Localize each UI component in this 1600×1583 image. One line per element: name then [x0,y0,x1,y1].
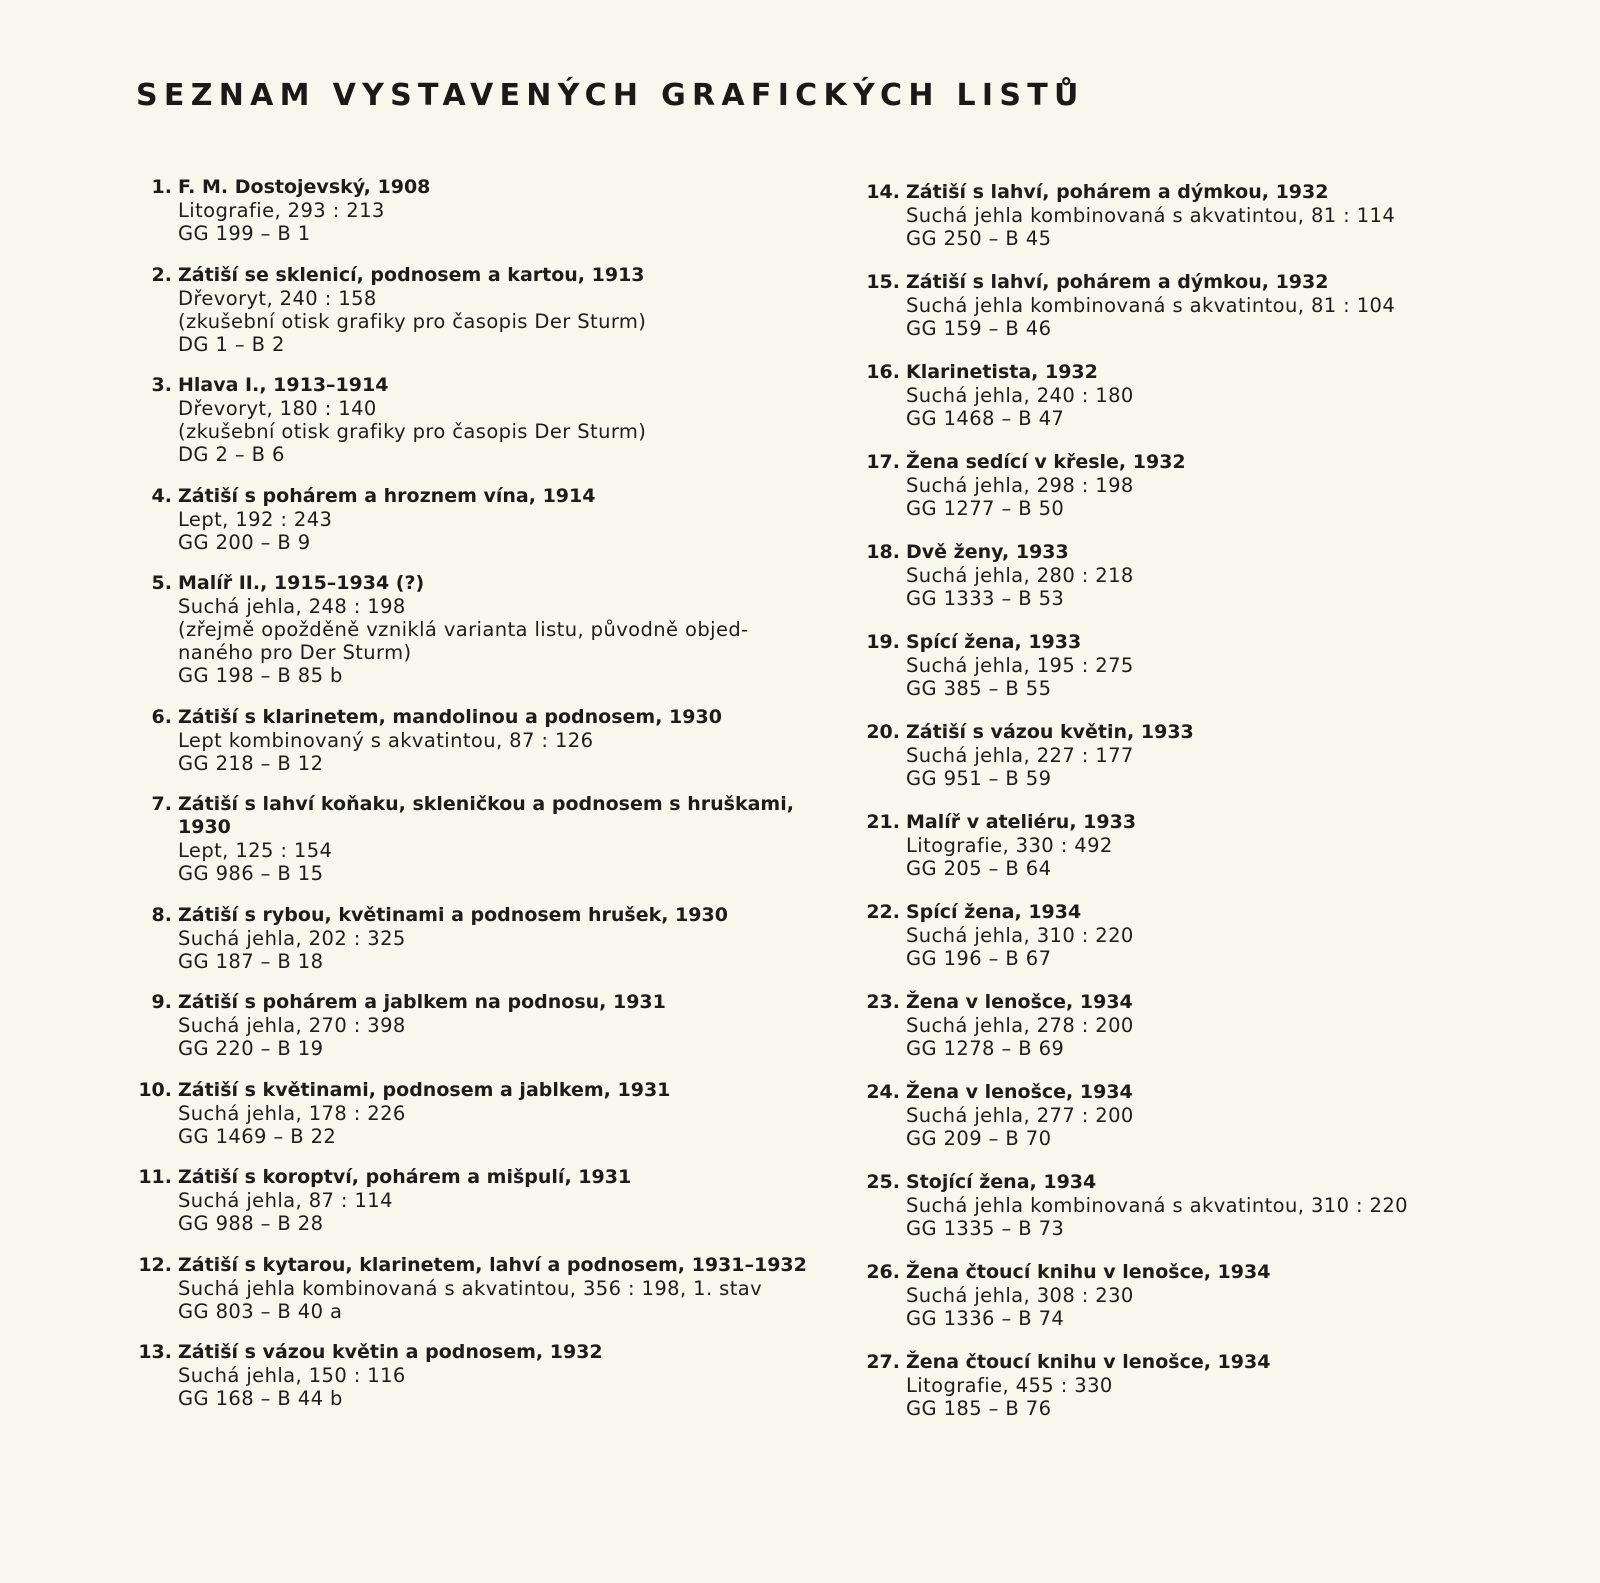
entry-title: Žena čtoucí knihu v lenošce, 1934 [906,1351,1271,1373]
entry-detail-line: Suchá jehla kombinovaná s akvatintou, 81 : 114 [906,204,1396,227]
entry-title: Zátiší s lahví koňaku, skleničkou a podnosem s hruškami, 1930 [178,793,794,838]
entry-number: 9. [151,991,172,1013]
entry-title: Zátiší s lahví, pohárem a dýmkou, 1932 [906,181,1329,203]
entry-detail-line: GG 218 – B 12 [178,751,324,775]
entry-number: 5. [151,572,172,594]
entry-detail-line: GG 385 – B 55 [906,677,1052,700]
entry-number: 15. [866,271,900,293]
entry-title: Zátiší s rybou, květinami a podnosem hrušek, 1930 [178,903,728,926]
entry-detail-line: Lept, 192 : 243 [178,507,333,531]
entry-detail-line: Lept kombinovaný s akvatintou, 87 : 126 [178,728,594,752]
entry-detail-line: GG 250 – B 45 [906,227,1052,250]
entry-detail-line: Suchá jehla, 278 : 200 [906,1014,1134,1037]
entry-number: 27. [866,1351,900,1373]
entry-detail-line: Suchá jehla, 298 : 198 [906,474,1134,497]
catalog-entry [848,451,1548,520]
entry-detail-line: Suchá jehla, 195 : 275 [906,654,1134,677]
entry-detail-line: naného pro Der Sturm) [178,641,412,664]
entry-detail-line: GG 199 – B 1 [178,222,311,245]
entry-title: Dvě ženy, 1933 [906,541,1069,563]
entry-detail-line: GG 1336 – B 74 [906,1307,1065,1330]
entry-detail-line: Suchá jehla, 178 : 226 [178,1101,406,1125]
entry-detail-line: GG 200 – B 9 [178,530,311,554]
catalog-entry [120,485,820,554]
entry-detail-line: Suchá jehla, 270 : 398 [178,1014,406,1037]
entry-title: Žena v lenošce, 1934 [906,991,1133,1013]
entry-detail-line: Suchá jehla, 310 : 220 [906,924,1134,947]
catalog-entry [120,374,820,466]
entry-number: 2. [151,263,172,286]
catalog-entry [848,181,1548,250]
entry-detail-line: GG 198 – B 85 b [178,664,343,687]
catalog-entry [120,572,820,687]
entry-number: 8. [151,903,172,926]
entry-number: 7. [151,793,172,815]
entry-detail-line: Suchá jehla, 248 : 198 [178,595,406,618]
entry-title: Zátiší s vázou květin, 1933 [906,721,1194,743]
entry-detail-line: GG 187 – B 18 [178,949,324,973]
entry-number: 26. [866,1261,900,1283]
entry-detail-line: GG 988 – B 28 [178,1212,324,1235]
entry-title: Stojící žena, 1934 [906,1171,1097,1193]
catalog-entry [848,271,1548,340]
catalog-entry [120,1079,820,1148]
entry-number: 6. [151,705,172,728]
entry-title: Zátiší s kytarou, klarinetem, lahví a podnosem, 1931–1932 [178,1253,807,1276]
entry-title: Spící žena, 1934 [906,901,1082,923]
entry-detail-line: GG 1278 – B 69 [906,1037,1065,1060]
entry-title: Zátiší s vázou květin a podnosem, 1932 [178,1341,603,1363]
entry-detail-line: Suchá jehla, 87 : 114 [178,1189,393,1212]
entry-title: Hlava I., 1913–1914 [178,374,389,396]
entry-number: 1. [151,176,172,198]
catalog-column-left [120,176,820,1429]
entry-number: 16. [866,361,900,383]
entry-title: Zátiší s pohárem a jablkem na podnosu, 1931 [178,991,666,1013]
catalog-entry [120,1166,820,1235]
entry-detail-line: Suchá jehla kombinovaná s akvatintou, 356 : 198, 1. stav [178,1276,763,1300]
catalog-entry [848,721,1548,790]
entry-detail-line: GG 951 – B 59 [906,767,1052,790]
catalog-entry [848,901,1548,970]
entry-number: 13. [138,1341,172,1363]
entry-detail-line: DG 1 – B 2 [178,332,285,356]
catalog-entry [120,1341,820,1410]
entry-detail-line: GG 1333 – B 53 [906,587,1065,610]
page-title: SEZNAM VYSTAVENÝCH GRAFICKÝCH LISTŮ [136,78,1085,113]
entry-title: Malíř II., 1915–1934 (?) [178,572,425,594]
entry-detail-line: GG 205 – B 64 [906,857,1052,880]
entry-number: 25. [866,1171,900,1193]
entry-number: 20. [866,721,900,743]
catalog-entry [848,361,1548,430]
entry-number: 12. [138,1253,172,1276]
entry-title: Zátiší s klarinetem, mandolinou a podnosem, 1930 [178,705,722,728]
catalog-entry [848,631,1548,700]
catalog-entry [848,1351,1548,1420]
catalog-entry [120,706,820,775]
entry-detail-line: Lept, 125 : 154 [178,839,333,862]
entry-detail-line: Suchá jehla kombinovaná s akvatintou, 310 : 220 [906,1194,1408,1217]
entry-detail-line: GG 1277 – B 50 [906,497,1065,520]
entry-detail-line: GG 185 – B 76 [906,1397,1052,1420]
entry-detail-line: (zkušební otisk grafiky pro časopis Der Sturm) [178,309,647,333]
catalog-entry [120,793,820,885]
entry-title: Zátiší s koroptví, pohárem a mišpulí, 1931 [178,1166,632,1188]
entry-detail-line: (zkušební otisk grafiky pro časopis Der Sturm) [178,420,647,443]
entry-title: F. M. Dostojevský, 1908 [178,176,431,198]
catalog-column-right [848,181,1548,1441]
entry-number: 18. [866,541,900,563]
entry-detail-line: Suchá jehla, 308 : 230 [906,1284,1134,1307]
entry-title: Zátiší s květinami, podnosem a jablkem, 1931 [178,1078,671,1101]
entry-title: Zátiší s pohárem a hroznem vína, 1914 [178,484,596,507]
entry-title: Žena v lenošce, 1934 [906,1081,1133,1103]
entry-number: 21. [866,811,900,833]
entry-detail-line: Suchá jehla, 280 : 218 [906,564,1134,587]
entry-detail-line: Suchá jehla, 240 : 180 [906,384,1134,407]
entry-detail-line: Suchá jehla, 202 : 325 [178,926,406,950]
entry-number: 24. [866,1081,900,1103]
entry-number: 23. [866,991,900,1013]
entry-detail-line: GG 209 – B 70 [906,1127,1052,1150]
catalog-entry [848,1081,1548,1150]
entry-title: Malíř v ateliéru, 1933 [906,811,1137,833]
catalog-entry [120,991,820,1060]
catalog-entry [848,811,1548,880]
entry-number: 17. [866,451,900,473]
entry-detail-line: GG 220 – B 19 [178,1037,324,1060]
catalog-entry [848,991,1548,1060]
entry-detail-line: Litografie, 455 : 330 [906,1374,1113,1397]
catalog-entry [848,541,1548,610]
entry-number: 14. [866,181,900,203]
catalog-entry [120,264,820,356]
entry-detail-line: (zřejmě opožděně vzniklá varianta listu, původně objed- [178,618,749,641]
entry-title: Žena čtoucí knihu v lenošce, 1934 [906,1261,1271,1283]
entry-title: Žena sedící v křesle, 1932 [906,451,1186,473]
entry-detail-line: GG 1335 – B 73 [906,1217,1065,1240]
entry-detail-line: GG 159 – B 46 [906,317,1052,340]
entry-detail-line: GG 168 – B 44 b [178,1387,343,1410]
entry-title: Zátiší s lahví, pohárem a dýmkou, 1932 [906,271,1329,293]
entry-detail-line: DG 2 – B 6 [178,443,285,466]
entry-number: 22. [866,901,900,923]
entry-detail-line: GG 803 – B 40 a [178,1299,343,1323]
entry-detail-line: Litografie, 330 : 492 [906,834,1113,857]
entry-detail-line: Dřevoryt, 180 : 140 [178,397,377,420]
entry-number: 3. [151,374,172,396]
entry-number: 11. [138,1166,172,1188]
entry-title: Spící žena, 1933 [906,631,1082,653]
entry-title: Zátiší se sklenicí, podnosem a kartou, 1913 [178,263,645,286]
catalog-entry [848,1171,1548,1240]
entry-detail-line: Suchá jehla, 150 : 116 [178,1364,406,1387]
entry-detail-line: GG 196 – B 67 [906,947,1052,970]
entry-number: 19. [866,631,900,653]
catalog-entry [848,1261,1548,1330]
catalog-entry [120,176,820,245]
entry-detail-line: Suchá jehla, 227 : 177 [906,744,1134,767]
entry-detail-line: GG 1469 – B 22 [178,1124,337,1148]
entry-detail-line: Suchá jehla, 277 : 200 [906,1104,1134,1127]
entry-detail-line: GG 1468 – B 47 [906,407,1065,430]
entry-title: Klarinetista, 1932 [906,361,1098,383]
entry-number: 10. [138,1078,172,1101]
entry-detail-line: GG 986 – B 15 [178,862,324,885]
catalog-entry [120,904,820,973]
entry-detail-line: Dřevoryt, 240 : 158 [178,286,377,310]
catalog-entry [120,1254,820,1323]
entry-detail-line: Litografie, 293 : 213 [178,199,385,222]
entry-number: 4. [151,484,172,507]
entry-detail-line: Suchá jehla kombinovaná s akvatintou, 81 : 104 [906,294,1396,317]
